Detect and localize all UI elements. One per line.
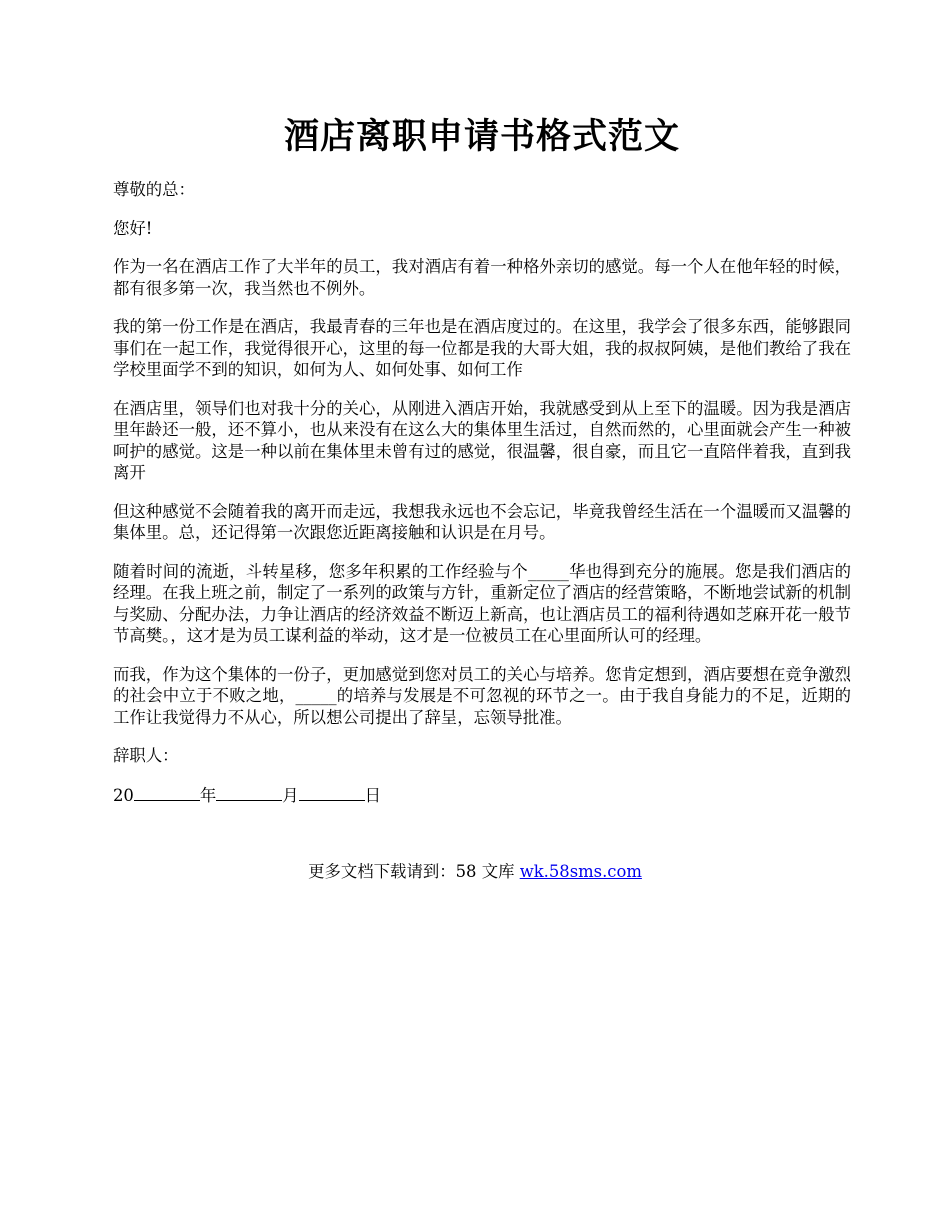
signature-line: 辞职人： bbox=[113, 746, 179, 765]
greeting: 尊敬的总： bbox=[113, 180, 195, 199]
date-year: 年 bbox=[199, 785, 217, 805]
paragraph-4: 但这种感觉不会随着我的离开而走远，我想我永远也不会忘记，毕竟我曾经生活在一个温暖而又温馨的集体里。总，还记得第一次跟您近距离接触和认识是在月号。 bbox=[113, 501, 851, 542]
day-blank bbox=[299, 784, 365, 801]
date-day: 日 bbox=[364, 785, 382, 805]
paragraph-2: 我的第一份工作是在酒店，我最青春的三年也是在酒店度过的。在这里，我学会了很多东西，能够跟同事们在一起工作，我觉得很开心，这里的每一位都是我的大哥大姐，我的叔叔阿姨，是他们教给了我在学校里面学不到的知识，如何为人、如何处事、如何工作 bbox=[113, 317, 851, 379]
date-month: 月 bbox=[282, 785, 299, 805]
footer-text: 更多文档下载请到：58 文库 bbox=[308, 862, 520, 881]
paragraph-5: 随着时间的流逝，斗转星移，您多年积累的工作经验与个_____华也得到充分的施展。您是我们酒店的经理。在我上班之前，制定了一系列的政策与方针，重新定位了酒店的经营策略，不断地尝试新的机制与奖励、分配办法，力争让酒店的经济效益不断迈上新高，也让酒店员工的福利待遇如芝麻开花一般节节高樊。，这才是为员工谋利益的举动，这才是一位被员工在心里面所认可的经理。 bbox=[113, 561, 851, 645]
paragraph-1: 作为一名在酒店工作了大半年的员工，我对酒店有着一种格外亲切的感觉。每一个人在他年轻的时候，都有很多第一次，我当然也不例外。 bbox=[113, 257, 851, 298]
footer bbox=[0, 861, 950, 883]
salutation: 您好! bbox=[113, 218, 153, 238]
footer-link[interactable]: wk.58sms.com bbox=[519, 862, 642, 881]
paragraph-6: 而我，作为这个集体的一份子，更加感觉到您对员工的关心与培养。您肯定想到，酒店要想在竞争激烈的社会中立于不败之地，_____的培养与发展是不可忽视的环节之一。由于我自身能力的不足，近期的工作让我觉得力不从心，所以想公司提出了辞呈，忘领导批准。 bbox=[113, 664, 851, 727]
year-blank bbox=[134, 784, 200, 801]
page-title: 酒店离职申请书格式范文 bbox=[283, 116, 680, 157]
document-page bbox=[113, 112, 851, 823]
date-prefix: 20 bbox=[113, 785, 134, 805]
date-line bbox=[113, 784, 851, 807]
month-blank bbox=[216, 784, 282, 801]
paragraph-3: 在酒店里，领导们也对我十分的关心，从刚进入酒店开始，我就感受到从上至下的温暖。因为我是酒店里年龄还一般，还不算小，也从来没有在这么大的集体里生活过，自然而然的，心里面就会产生一种被呵护的感觉。这是一种以前在集体里未曾有过的感觉，很温馨，很自豪，而且它一直陪伴着我，直到我离开 bbox=[113, 398, 851, 482]
